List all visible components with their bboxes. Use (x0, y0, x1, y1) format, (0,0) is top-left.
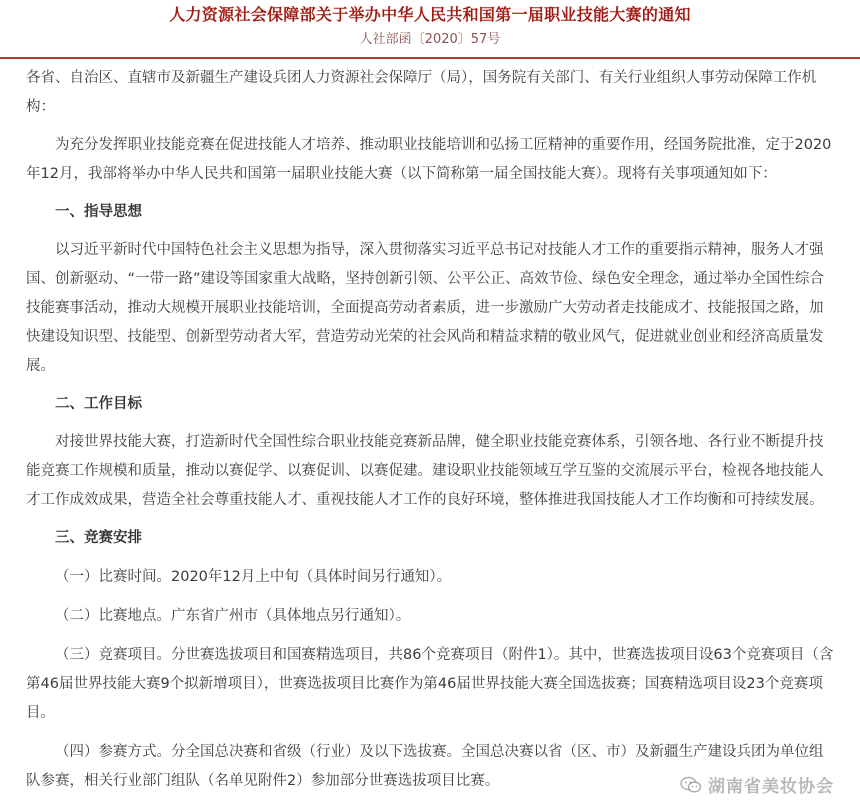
title-divider (0, 57, 860, 59)
document-number: 人社部函〔2020〕57号 (359, 32, 501, 47)
watermark-text: 湖南省美妆协会 (708, 777, 834, 797)
salutation: 各省、自治区、直辖市及新疆生产建设兵团人力资源社会保障厅（局），国务院有关部门、有关行业组织人事劳动保障工作机构： (26, 70, 817, 115)
arrangement-item-location: （二）比赛地点。广东省广州市（具体地点另行通知）。 (55, 608, 411, 624)
intro-paragraph: 为充分发挥职业技能竞赛在促进技能人才培养、推动职业技能培训和弘扬工匠精神的重要作用，经国务院批准，定于2020年12月，我部将举办中华人民共和国第一届职业技能大赛（以下简称第一届全国技能大赛）。现将有关事项通知如下： (26, 137, 832, 182)
wechat-icon (680, 776, 702, 794)
section-body-work-goals: 对接世界技能大赛，打造新时代全国性综合职业技能竞赛新品牌，健全职业技能竞赛体系，引领各地、各行业不断提升技能竞赛工作规模和质量，推动以赛促学、以赛促训、以赛促建。建设职业技能领域互学互鉴的交流展示平台，检视各地技能人才工作成效成果，营造全社会尊重技能人才、重视技能人才工作的良好环境，整体推进我国技能人才工作均衡和可持续发展。 (26, 434, 824, 508)
section-body-guiding-ideology: 以习近平新时代中国特色社会主义思想为指导，深入贯彻落实习近平总书记对技能人才工作的重要指示精神，服务人才强国、创新驱动、“一带一路”建设等国家重大战略，坚持创新引领、公平公正、高效节俭、绿色安全理念，通过举办全国性综合技能赛事活动，推动大规模开展职业技能培训，全面提高劳动者素质，进一步激励广大劳动者走技能成才、技能报国之路，加快建设知识型、技能型、创新型劳动者大军，营造劳动光荣的社会风尚和精益求精的敬业风气，促进就业创业和经济高质量发展。 (26, 242, 825, 374)
section-heading-guiding-ideology: 一、指导思想 (55, 204, 142, 220)
section-heading-work-goals: 二、工作目标 (55, 396, 142, 412)
document-body (26, 64, 834, 796)
arrangement-item-participation: （四）参赛方式。分全国总决赛和省级（行业）及以下选拔赛。全国总决赛以省（区、市）及新疆生产建设兵团为单位组队参赛，相关行业部门组队（名单见附件2）参加部分世赛选拔项目比赛。 (26, 744, 824, 789)
arrangement-item-time: （一）比赛时间。2020年12月上中旬（具体时间另行通知）。 (55, 569, 452, 585)
arrangement-item-events: （三）竞赛项目。分世赛选拔项目和国赛精选项目，共86个竞赛项目（附件1）。其中，世赛选拔项目设63个竞赛项目（含第46届世界技能大赛9个拟新增项目），世赛选拔项目比赛作为第46届世界技能大赛全国选拔赛；国赛精选项目设23个竞赛项目。 (26, 647, 834, 721)
document-title: 人力资源社会保障部关于举办中华人民共和国第一届职业技能大赛的通知 (169, 5, 691, 24)
watermark (680, 772, 834, 797)
section-heading-competition-arrangement: 三、竞赛安排 (55, 530, 142, 546)
